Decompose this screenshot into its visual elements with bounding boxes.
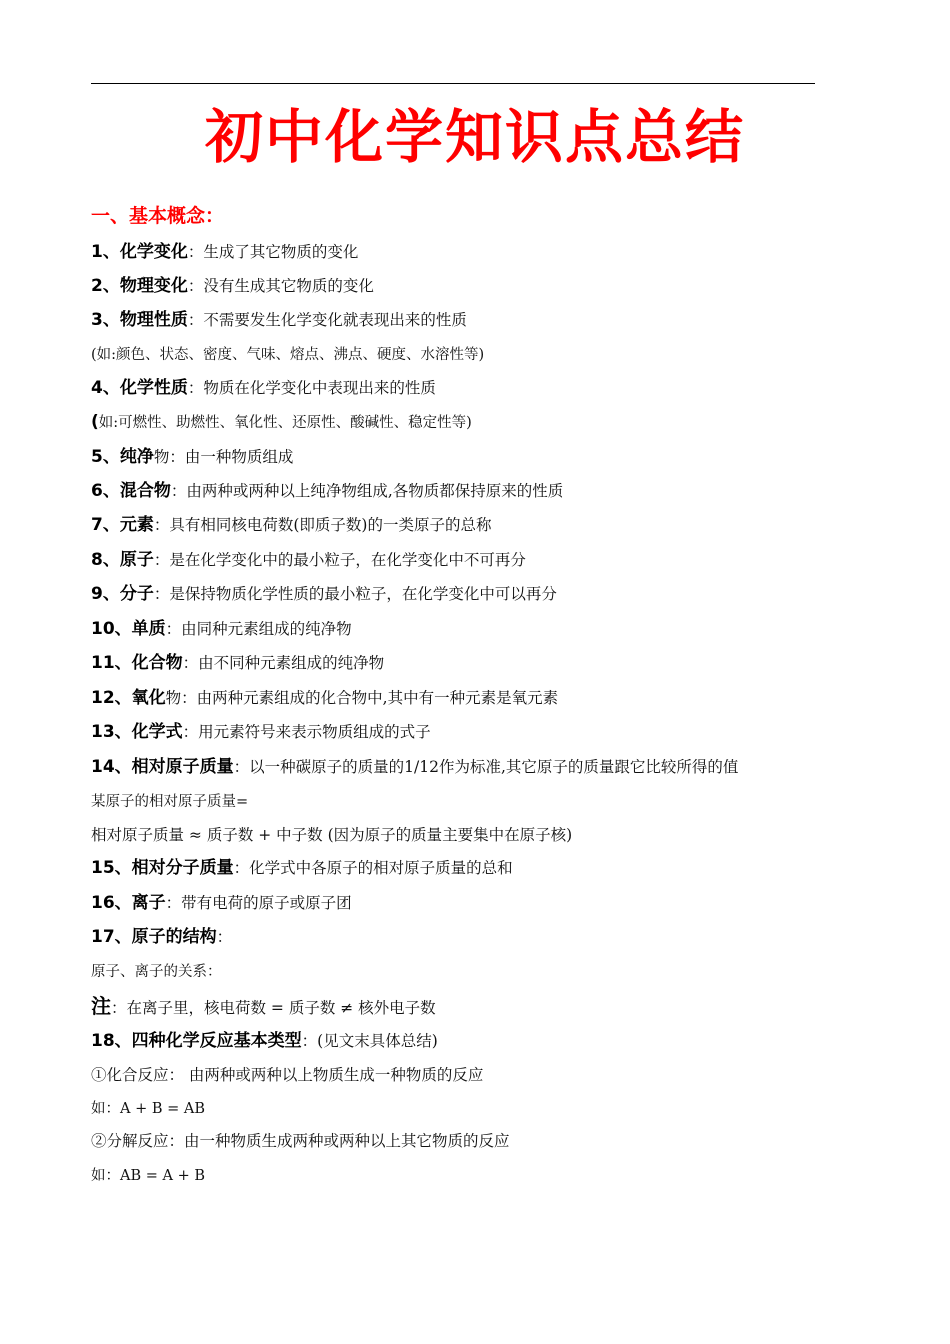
- line-text: 如：AB = A + B: [91, 1168, 205, 1184]
- line-text: ：以一种碳原子的质量的1/12作为标准,其它原子的质量跟它比较所得的值: [233, 758, 739, 776]
- line-text: ：不需要发生化学变化就表现出来的性质: [187, 311, 467, 329]
- line-text: 某原子的相对原子质量=: [91, 794, 249, 810]
- line-19: [91, 853, 513, 883]
- line-18: [91, 820, 572, 850]
- line-term: (: [91, 412, 99, 432]
- line-13: [91, 648, 384, 678]
- line-22: [91, 956, 222, 987]
- section-heading: 一、基本概念：: [91, 205, 225, 227]
- line-27: [91, 1126, 510, 1156]
- line-text: 如：A + B = AB: [91, 1101, 205, 1117]
- line-text: (如:颜色、状态、密度、气味、熔点、沸点、硬度、水溶性等): [91, 347, 485, 363]
- line-text: ：是保持物质化学性质的最小粒子，在化学变化中可以再分: [153, 585, 557, 603]
- line-24: [91, 1026, 438, 1056]
- line-term: 10、单质: [91, 619, 166, 639]
- line-term: 1、化学变化: [91, 242, 188, 262]
- page-title: 初中化学知识点总结: [204, 103, 745, 171]
- line-term: 3、物理性质: [91, 310, 188, 330]
- line-text: ：没有生成其它物质的变化: [187, 277, 374, 295]
- line-25: [91, 1060, 483, 1090]
- line-text: ：是在化学变化中的最小粒子，在化学变化中不可再分: [153, 551, 526, 569]
- line-text: ：(见文末具体总结): [301, 1032, 438, 1050]
- line-12: [91, 614, 352, 644]
- line-17: [91, 786, 248, 817]
- line-text: ②分解反应：由一种物质生成两种或两种以上其它物质的反应: [91, 1132, 510, 1150]
- line-16: [91, 752, 738, 782]
- header-rule: [91, 83, 815, 84]
- line-text: ：: [216, 928, 233, 946]
- line-term: 4、化学性质: [91, 378, 188, 398]
- line-text: ：带有电荷的原子或原子团: [165, 894, 352, 912]
- line-text: ：生成了其它物质的变化: [187, 243, 359, 261]
- line-text: ：由同种元素组成的纯净物: [165, 620, 352, 638]
- line-20: [91, 888, 352, 918]
- line-text: ：化学式中各原子的相对原子质量的总和: [233, 859, 513, 877]
- line-text: 原子、离子的关系：: [91, 964, 222, 980]
- line-term: 9、分子: [91, 584, 154, 604]
- line-term: 12、氧化: [91, 688, 166, 708]
- line-10: [91, 545, 526, 575]
- line-4: [91, 339, 484, 370]
- line-term: 14、相对原子质量: [91, 757, 234, 777]
- note-mark: 注: [91, 994, 111, 1018]
- line-term: 11、化合物: [91, 653, 183, 673]
- line-text: ：由不同种元素组成的纯净物: [182, 654, 385, 672]
- line-8: [91, 476, 563, 506]
- line-term: 7、元素: [91, 515, 154, 535]
- line-term: 18、四种化学反应基本类型: [91, 1031, 302, 1051]
- line-11: [91, 579, 557, 609]
- line-term: 16、离子: [91, 893, 166, 913]
- line-text: 物：由两种元素组成的化合物中,其中有一种元素是氧元素: [165, 689, 559, 707]
- line-3: [91, 305, 467, 335]
- line-7: [91, 442, 293, 472]
- line-term: 5、纯净: [91, 447, 154, 467]
- line-text: ：具有相同核电荷数(即质子数)的一类原子的总称: [153, 516, 492, 534]
- line-term: 17、原子的结构: [91, 927, 217, 947]
- line-6: [91, 407, 472, 438]
- line-1: [91, 237, 358, 267]
- line-text: ：用元素符号来表示物质组成的式子: [182, 723, 431, 741]
- line-9: [91, 510, 491, 540]
- line-term: 15、相对分子质量: [91, 858, 234, 878]
- line-text: ：在离子里，核电荷数 = 质子数 ≠ 核外电子数: [111, 999, 436, 1017]
- line-23: [91, 991, 436, 1023]
- line-term: 6、混合物: [91, 481, 171, 501]
- line-term: 13、化学式: [91, 722, 183, 742]
- line-text: ：由两种或两种以上纯净物组成,各物质都保持原来的性质: [170, 482, 564, 500]
- line-15: [91, 717, 431, 747]
- line-text: 如:可燃性、助燃性、氧化性、还原性、酸碱性、稳定性等): [98, 415, 472, 431]
- line-28: [91, 1160, 205, 1191]
- line-text: 相对原子质量 ≈ 质子数 + 中子数 (因为原子的质量主要集中在原子核): [91, 826, 573, 844]
- line-26: [91, 1093, 205, 1124]
- line-21: [91, 922, 232, 952]
- line-14: [91, 683, 558, 713]
- line-text: ①化合反应： 由两种或两种以上物质生成一种物质的反应: [91, 1066, 484, 1084]
- line-term: 8、原子: [91, 550, 154, 570]
- line-text: ：物质在化学变化中表现出来的性质: [187, 379, 436, 397]
- line-text: 物：由一种物质组成: [153, 448, 294, 466]
- line-5: [91, 373, 436, 403]
- line-2: [91, 271, 374, 301]
- line-term: 2、物理变化: [91, 276, 188, 296]
